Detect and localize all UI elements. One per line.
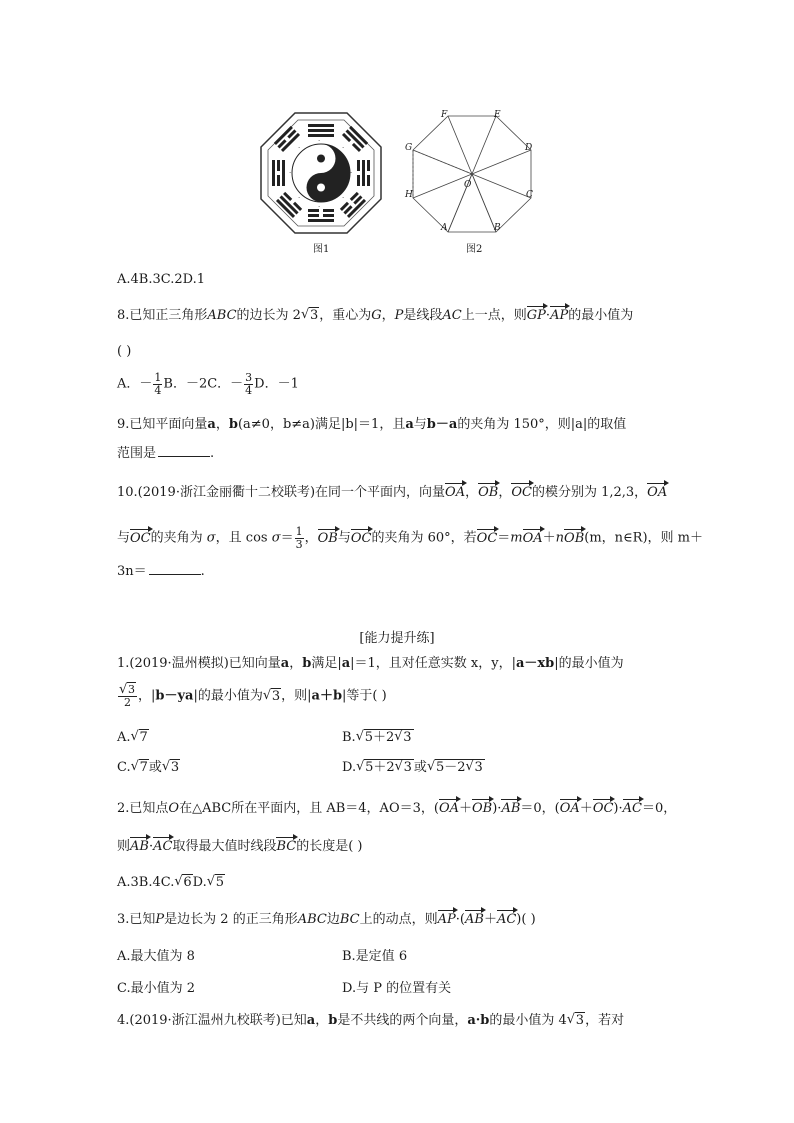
svg-text:·: ·: [298, 194, 301, 202]
p2-stem-2: 则AB·AC取得最大值时线段BC的长度是( ): [117, 839, 363, 854]
section-title: [能力提升练]: [359, 631, 435, 646]
q7-options: A.4B.3C.2D.1: [117, 272, 205, 287]
q8-paren: ( ): [117, 344, 132, 359]
label-h: H: [405, 190, 413, 200]
label-g: G: [405, 143, 413, 153]
p3-option-a[interactable]: A.最大值为 8: [117, 949, 195, 964]
svg-text:·: ·: [342, 194, 345, 202]
svg-text:·: ·: [298, 144, 301, 152]
bagua-figure: [258, 110, 384, 236]
label-f: F: [441, 110, 448, 120]
svg-text:·: ·: [318, 137, 321, 145]
svg-text:·: ·: [318, 203, 321, 211]
figure-1-caption: 图1: [313, 244, 330, 255]
q10-stem-3: 3n＝ .: [117, 564, 205, 579]
p1-stem-2: √ $\frac{3}{2}$ ，|b－ya|的最小值为√ 3，则|a＋b|等于( ): [117, 684, 387, 708]
p1-option-c[interactable]: C.√ 7或√ 3: [117, 761, 180, 774]
p3-option-b[interactable]: B.是定值 6: [342, 949, 408, 964]
label-a: A: [441, 223, 448, 233]
answer-blank[interactable]: [158, 455, 210, 457]
p4-stem: 4.(2019·浙江温州九校联考)已知a，b是不共线的两个向量，a·b的最小值为 4√ 3，若对: [117, 1014, 624, 1027]
q10-stem-2: 与OC的夹角为 σ，且 cos σ＝ $\frac{1}{3}$ ，OB与OC的夹角为 60°，若OC＝mOA＋nOB(m，n∈R)，则 m＋: [117, 525, 703, 551]
p2-stem: 2.已知点O在△ABC所在平面内，且 AB＝4，AO＝3，(OA＋OB)·AB＝0，(OA＋OC)·AC＝0，: [117, 801, 677, 816]
label-d: D: [525, 143, 533, 153]
p3-option-c[interactable]: C.最小值为 2: [117, 981, 196, 996]
q10-stem: 10.(2019·浙江金丽衢十二校联考)在同一个平面内，向量OA，OB，OC的模分别为 1,2,3，OA: [117, 485, 668, 500]
q9-stem: 9.已知平面向量a，b(a≠0，b≠a)满足|b|＝1，且a与b－a的夹角为 150°，则|a|的取值: [117, 417, 627, 432]
p2-options: A.3B.4C.√ 6D.√ 5: [117, 876, 225, 889]
p1-stem: 1.(2019·温州模拟)已知向量a，b满足|a|＝1，且对任意实数 x，y，|a－xb|的最小值为: [117, 656, 624, 671]
octagon-figure: [404, 108, 540, 236]
p1-option-b[interactable]: B.√ 5＋2√ 3: [342, 731, 414, 744]
label-b: B: [494, 223, 501, 233]
label-e: E: [494, 110, 501, 120]
q8-options: A．－ $\frac{1}{4}$ B．－2C．－ $\frac{3}{4}$ D．－1: [117, 371, 299, 397]
p3-option-d[interactable]: D.与 P 的位置有关: [342, 981, 452, 996]
svg-text:·: ·: [350, 169, 353, 177]
label-o: O: [464, 180, 472, 190]
q9-stem-2: 范围是 .: [117, 446, 215, 461]
figure-2-caption: 图2: [466, 244, 483, 255]
label-c: C: [526, 190, 533, 200]
svg-text:·: ·: [289, 169, 292, 177]
p1-option-d[interactable]: D.√ 5＋2√ 3 或√ 5－2√ 3: [342, 761, 485, 774]
svg-text:·: ·: [342, 144, 345, 152]
q8-stem: 8.已知正三角形ABC的边长为 2√ 3，重心为G，P是线段AC上一点，则GP·AP的最小值为: [117, 309, 633, 322]
p1-option-a[interactable]: A.√ 7: [117, 731, 149, 744]
answer-blank-2[interactable]: [149, 573, 201, 575]
p3-stem: 3.已知P是边长为 2 的正三角形ABC边BC上的动点，则AP·(AB＋AC)( ): [117, 912, 536, 927]
